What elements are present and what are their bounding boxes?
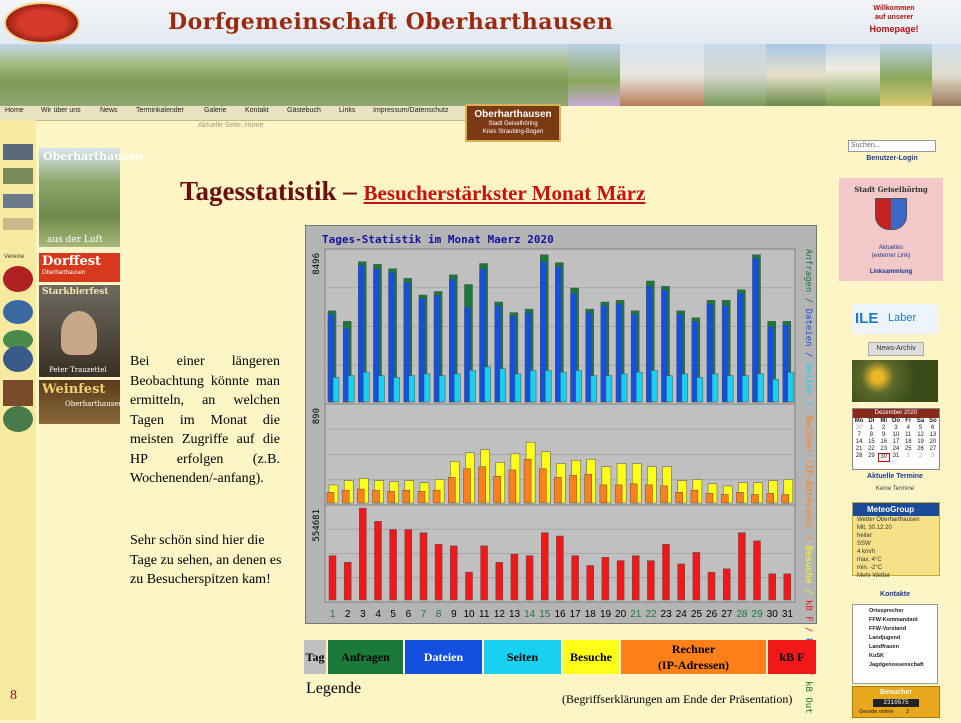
counter-online-value: 3 bbox=[905, 709, 909, 715]
calendar-day[interactable]: 30 bbox=[855, 425, 863, 431]
weather-widget[interactable] bbox=[852, 502, 940, 579]
page-title-main: Tagesstatistik – bbox=[180, 176, 364, 206]
bar-traffic-kbf-day-22 bbox=[647, 561, 654, 600]
bar-traffic-kbf-day-1 bbox=[329, 556, 336, 600]
x-tick-label: 28 bbox=[736, 609, 748, 620]
bar-requests-seiten-day-26 bbox=[712, 374, 718, 402]
calendar-weekday: Sa bbox=[916, 418, 925, 424]
verein-logo-1[interactable] bbox=[3, 266, 33, 292]
x-tick-label: 3 bbox=[360, 609, 366, 620]
calendar-weekday: So bbox=[929, 418, 937, 424]
flower-photo bbox=[852, 360, 938, 402]
bar-traffic-kbf-day-23 bbox=[663, 544, 670, 600]
aerial-subtitle: aus der Luft bbox=[47, 235, 103, 245]
panel-max-label: 890 bbox=[312, 408, 322, 425]
calendar-day[interactable]: 29 bbox=[868, 453, 875, 459]
user-login-link[interactable]: Benutzer-Login bbox=[866, 155, 918, 162]
bar-visits-rechneripadressen-day-14 bbox=[524, 459, 531, 503]
x-tick-label: 23 bbox=[660, 609, 672, 620]
bar-requests-seiten-day-24 bbox=[682, 374, 688, 402]
x-tick-label: 27 bbox=[721, 609, 733, 620]
bar-visits-rechneripadressen-day-27 bbox=[721, 495, 728, 504]
bar-traffic-kbf-day-25 bbox=[693, 552, 700, 600]
ile-laber-logo[interactable] bbox=[852, 304, 938, 334]
bar-requests-seiten-day-2 bbox=[348, 376, 354, 402]
calendar-day[interactable]: 13 bbox=[929, 432, 937, 438]
calendar-day[interactable]: 1 bbox=[869, 425, 874, 431]
bar-visits-rechneripadressen-day-4 bbox=[373, 490, 380, 503]
place-district: Kreis Straubing-Bogen bbox=[482, 129, 544, 135]
main-navigation bbox=[0, 106, 470, 121]
calendar-day[interactable]: 3 bbox=[931, 453, 935, 459]
calendar-day[interactable]: 20 bbox=[929, 439, 937, 445]
calendar-day[interactable]: 2 bbox=[918, 453, 923, 459]
bar-traffic-kbf-day-28 bbox=[738, 533, 745, 600]
bar-traffic-kbf-day-30 bbox=[769, 574, 776, 600]
x-tick-label: 20 bbox=[615, 609, 627, 620]
bar-requests-seiten-day-6 bbox=[409, 376, 415, 402]
bar-requests-seiten-day-21 bbox=[636, 372, 642, 402]
calendar-day[interactable]: 23 bbox=[880, 446, 888, 452]
bar-requests-seiten-day-5 bbox=[394, 377, 400, 402]
footnote: (Begriffserklärungen am Ende der Präsentation) bbox=[562, 692, 793, 706]
verein-logo-6[interactable] bbox=[3, 406, 33, 432]
counter-value: 2310575 bbox=[873, 699, 919, 707]
bar-traffic-kbf-day-21 bbox=[632, 556, 639, 600]
bar-traffic-kbf-day-31 bbox=[784, 574, 791, 600]
x-tick-label: 19 bbox=[599, 609, 612, 620]
legend-label-3: Seiten bbox=[506, 650, 539, 664]
bar-requests-seiten-day-4 bbox=[379, 376, 385, 402]
right-series-label: kB F / bbox=[803, 599, 813, 638]
x-tick-label: 25 bbox=[690, 609, 703, 620]
verein-logo-5[interactable] bbox=[3, 380, 33, 406]
nav-galerie[interactable]: Galerie bbox=[204, 107, 227, 114]
dorffest-banner[interactable] bbox=[39, 253, 120, 282]
calendar-day[interactable]: 15 bbox=[868, 439, 875, 445]
bar-traffic-kbf-day-3 bbox=[359, 508, 366, 600]
nav-kontakt[interactable]: Kontakt bbox=[245, 107, 269, 114]
counter-online bbox=[859, 709, 909, 715]
weather-details bbox=[853, 516, 939, 580]
bar-visits-rechneripadressen-day-20 bbox=[615, 485, 622, 503]
bar-traffic-kbf-day-29 bbox=[754, 541, 761, 600]
header-photo-7 bbox=[932, 44, 961, 106]
calendar-day[interactable]: 10 bbox=[892, 432, 900, 438]
weather-line: Mehr Wetter bbox=[857, 573, 890, 579]
description-paragraph-2: Sehr schön sind hier die Tage zu sehen, an denen es zu Besucherspitzen kam! bbox=[130, 533, 282, 587]
bar-visits-rechneripadressen-day-9 bbox=[448, 477, 455, 503]
site-title: Dorfgemeinschaft Oberharthausen bbox=[168, 9, 614, 35]
bar-requests-seiten-day-22 bbox=[651, 370, 657, 402]
chart-title: Tages-Statistik im Monat Maerz 2020 bbox=[322, 233, 554, 246]
weather-provider: MeteoGroup bbox=[853, 503, 939, 516]
calendar-day[interactable]: 19 bbox=[917, 439, 924, 445]
link-collection-link[interactable]: Linksammlung bbox=[869, 269, 913, 275]
bar-requests-seiten-day-18 bbox=[591, 376, 597, 402]
news-archive-button[interactable]: News-Archiv bbox=[868, 342, 924, 356]
bar-traffic-kbf-day-9 bbox=[450, 546, 457, 600]
bar-visits-rechneripadressen-day-22 bbox=[645, 485, 652, 503]
bar-traffic-kbf-day-11 bbox=[481, 546, 488, 600]
welcome-homepage: Homepage! bbox=[869, 24, 919, 34]
legend-label-6: kB F bbox=[779, 650, 805, 664]
bar-visits-rechneripadressen-day-3 bbox=[357, 489, 364, 503]
bar-traffic-kbf-day-8 bbox=[435, 544, 442, 600]
bar-visits-rechneripadressen-day-19 bbox=[600, 485, 607, 503]
contacts-list bbox=[852, 604, 938, 684]
bar-requests-seiten-day-27 bbox=[727, 376, 733, 402]
x-tick-label: 14 bbox=[524, 609, 536, 620]
x-tick-label: 30 bbox=[766, 609, 778, 620]
x-tick-label: 2 bbox=[344, 609, 351, 620]
weather-line: SSW bbox=[857, 541, 871, 547]
contacts-title: Kontakte bbox=[880, 591, 910, 598]
bar-traffic-kbf-day-12 bbox=[496, 562, 503, 600]
bar-requests-seiten-day-14 bbox=[530, 370, 536, 402]
counter-online-label: Gerade online bbox=[859, 709, 894, 715]
legend-label: Legende bbox=[306, 680, 362, 697]
bar-requests-seiten-day-28 bbox=[742, 376, 748, 402]
weather-line: max. 4°C bbox=[857, 557, 882, 563]
calendar-day[interactable]: 16 bbox=[880, 439, 888, 445]
weather-line: min. -2°C bbox=[857, 565, 883, 571]
header-photo-3 bbox=[704, 44, 766, 106]
city-crest-icon[interactable] bbox=[875, 198, 907, 230]
ile-logo-text: ILE bbox=[855, 310, 879, 327]
calendar-day[interactable]: 3 bbox=[894, 425, 898, 431]
calendar-day[interactable]: 9 bbox=[882, 432, 886, 438]
events-empty: Keine Termine bbox=[875, 486, 915, 492]
x-tick-label: 11 bbox=[479, 609, 490, 620]
x-tick-label: 21 bbox=[630, 609, 642, 620]
bar-visits-rechneripadressen-day-31 bbox=[782, 495, 789, 504]
x-tick-label: 29 bbox=[751, 609, 763, 620]
bar-traffic-kbf-day-26 bbox=[708, 572, 715, 600]
contact-item[interactable]: Ortssprecher bbox=[869, 608, 904, 614]
starkbierfest-banner[interactable] bbox=[39, 285, 120, 377]
x-tick-label: 9 bbox=[451, 609, 457, 620]
calendar-weekday: Mo bbox=[854, 418, 864, 424]
right-series-label: Anfragen / bbox=[803, 249, 813, 309]
weather-line: Wetter Oberharthausen bbox=[857, 517, 920, 523]
calendar-day[interactable]: 1 bbox=[906, 453, 910, 459]
panorama-photo bbox=[0, 44, 568, 106]
bar-traffic-kbf-day-5 bbox=[390, 530, 397, 601]
legend-label-4: Besuche bbox=[570, 650, 612, 664]
search-input[interactable]: Suchen... bbox=[848, 140, 936, 152]
bar-traffic-kbf-day-10 bbox=[466, 572, 473, 600]
place-name: Oberharthausen bbox=[474, 109, 552, 120]
nav-links[interactable]: Links bbox=[339, 107, 356, 114]
preacher-photo bbox=[61, 311, 97, 355]
aerial-title: Oberharthausen bbox=[43, 150, 144, 163]
welcome-text bbox=[846, 4, 942, 22]
x-tick-label: 6 bbox=[405, 609, 412, 620]
breadcrumb: Aktuelle Seite: Home bbox=[198, 122, 264, 129]
bar-traffic-kbf-day-20 bbox=[617, 561, 624, 600]
page-title bbox=[180, 176, 645, 207]
x-tick-label: 16 bbox=[554, 609, 566, 620]
bar-traffic-kbf-day-15 bbox=[541, 533, 548, 600]
calendar-grid bbox=[853, 418, 939, 462]
x-tick-label: 5 bbox=[390, 609, 396, 620]
weinfest-subtitle: Oberharthausen bbox=[65, 400, 123, 408]
calendar-day[interactable]: 5 bbox=[918, 425, 923, 431]
bar-requests-seiten-day-17 bbox=[576, 370, 582, 402]
bar-visits-rechneripadressen-day-21 bbox=[630, 484, 637, 503]
calendar-day[interactable]: 17 bbox=[892, 439, 900, 445]
bar-visits-rechneripadressen-day-28 bbox=[736, 492, 743, 503]
calendar-day[interactable]: 21 bbox=[855, 446, 863, 452]
bar-visits-rechneripadressen-day-29 bbox=[752, 495, 759, 504]
calendar-day[interactable]: 31 bbox=[892, 453, 900, 459]
bar-visits-rechneripadressen-day-25 bbox=[691, 490, 698, 503]
nav-terminkalender[interactable]: Terminkalender bbox=[136, 107, 184, 114]
header-photo-2 bbox=[620, 44, 704, 106]
right-series-label: Dateien / bbox=[803, 308, 813, 363]
weinfest-title: Weinfest bbox=[42, 382, 106, 397]
calendar-day[interactable]: 26 bbox=[917, 446, 924, 452]
bar-traffic-kbf-day-2 bbox=[344, 562, 351, 600]
sidebar-thumb-1[interactable] bbox=[3, 144, 33, 160]
right-series-label: Besuche / bbox=[803, 545, 813, 600]
contact-item[interactable]: Jagdgenossenschaft bbox=[869, 662, 924, 668]
calendar-day[interactable]: 6 bbox=[931, 425, 935, 431]
x-tick-label: 18 bbox=[584, 609, 596, 620]
bar-visits-rechneripadressen-day-15 bbox=[539, 469, 546, 503]
x-tick-label: 4 bbox=[375, 609, 381, 620]
legend-label-5: Rechner bbox=[671, 642, 716, 656]
panel-max-label: 8496 bbox=[312, 253, 322, 275]
contact-item[interactable]: Landjugend bbox=[869, 635, 901, 641]
bar-requests-seiten-day-12 bbox=[500, 369, 506, 402]
calendar-day[interactable]: 22 bbox=[868, 446, 875, 452]
right-series-label: Seiten / bbox=[803, 362, 813, 412]
x-tick-label: 8 bbox=[435, 609, 442, 620]
city-info-box bbox=[839, 178, 943, 281]
calendar-day[interactable]: 14 bbox=[855, 439, 863, 445]
header-photo-6 bbox=[880, 44, 932, 106]
weather-line: heiter bbox=[857, 533, 873, 539]
nav-gaestebuch[interactable]: Gästebuch bbox=[287, 107, 321, 114]
bar-traffic-kbf-day-19 bbox=[602, 557, 609, 600]
laber-logo-text: Laber bbox=[888, 312, 917, 324]
bar-visits-rechneripadressen-day-17 bbox=[570, 475, 577, 503]
verein-logo-2[interactable] bbox=[3, 300, 33, 324]
bar-requests-seiten-day-9 bbox=[454, 374, 460, 402]
bar-traffic-kbf-day-18 bbox=[587, 566, 594, 601]
x-tick-label: 26 bbox=[706, 609, 718, 620]
page-title-highlight: Besucherstärkster Monat März bbox=[363, 181, 646, 205]
header-photo-1 bbox=[568, 44, 620, 106]
bar-requests-seiten-day-20 bbox=[621, 374, 627, 402]
bar-requests-seiten-day-3 bbox=[363, 372, 369, 402]
x-tick-label: 17 bbox=[569, 609, 581, 620]
calendar-day[interactable]: 25 bbox=[904, 446, 912, 452]
bar-requests-seiten-day-7 bbox=[424, 374, 430, 402]
vereine-label: Vereine bbox=[4, 254, 25, 260]
city-news-link[interactable] bbox=[839, 244, 943, 260]
bar-visits-rechneripadressen-day-24 bbox=[676, 492, 683, 503]
bar-visits-rechneripadressen-day-8 bbox=[433, 490, 440, 503]
calendar-day[interactable]: 18 bbox=[904, 439, 912, 445]
x-tick-label: 13 bbox=[508, 609, 521, 620]
bar-visits-rechneripadressen-day-11 bbox=[479, 467, 486, 503]
city-title: Stadt Geiselhöring bbox=[854, 185, 928, 194]
verein-logo-4[interactable] bbox=[3, 346, 33, 372]
bar-traffic-kbf-day-6 bbox=[405, 530, 412, 601]
bar-requests-seiten-day-8 bbox=[439, 376, 445, 402]
chart-legend bbox=[304, 640, 810, 674]
weather-line: 4 km/h bbox=[857, 549, 876, 555]
bar-requests-seiten-day-29 bbox=[758, 374, 764, 402]
calendar-day[interactable]: 27 bbox=[929, 446, 937, 452]
sidebar-thumb-3[interactable] bbox=[3, 194, 33, 208]
x-tick-label: 10 bbox=[463, 609, 475, 620]
weather-line: Mit, 30.12.20 bbox=[857, 525, 892, 531]
bar-visits-rechneripadressen-day-16 bbox=[554, 477, 561, 503]
bar-requests-seiten-day-25 bbox=[697, 377, 703, 402]
bar-visits-rechneripadressen-day-1 bbox=[327, 492, 334, 503]
contact-item[interactable]: Landfrauen bbox=[869, 644, 899, 650]
right-series-label: Rechner (IP-Adressen) / bbox=[803, 415, 813, 546]
nav-impressum[interactable]: Impressum/Datenschutz bbox=[373, 107, 449, 114]
calendar-day[interactable]: 28 bbox=[855, 453, 863, 459]
welcome-line1: Willkommen bbox=[873, 5, 915, 12]
place-badge bbox=[465, 104, 561, 142]
contact-item[interactable]: FFW-Vorstand bbox=[869, 626, 907, 632]
bar-visits-rechneripadressen-day-18 bbox=[585, 474, 592, 503]
city-news-external: (externer Link) bbox=[871, 253, 911, 259]
legend-label-5-sub: (IP-Adressen) bbox=[657, 658, 730, 672]
x-tick-label: 22 bbox=[645, 609, 657, 620]
bar-traffic-kbf-day-17 bbox=[572, 556, 579, 600]
counter-title: Besucher bbox=[880, 689, 912, 696]
bar-requests-seiten-day-31 bbox=[788, 372, 794, 402]
legend-label-0: Tag bbox=[305, 650, 325, 664]
dorffest-title: Dorffest bbox=[42, 254, 102, 269]
x-tick-label: 15 bbox=[539, 609, 551, 620]
x-tick-label: 24 bbox=[675, 609, 687, 620]
x-tick-label: 31 bbox=[781, 609, 793, 620]
x-tick-label: 1 bbox=[329, 609, 336, 620]
bar-traffic-kbf-day-14 bbox=[526, 556, 533, 600]
bar-requests-seiten-day-30 bbox=[773, 379, 779, 402]
bar-requests-seiten-day-15 bbox=[545, 370, 551, 402]
sidebar-thumb-4[interactable] bbox=[3, 218, 33, 230]
sidebar-thumb-2[interactable] bbox=[3, 168, 33, 184]
contact-item[interactable]: FFW-Kommandant bbox=[869, 617, 918, 623]
bar-visits-rechneripadressen-day-13 bbox=[509, 470, 516, 503]
welcome-line2: auf unserer bbox=[874, 14, 914, 21]
contact-item[interactable]: KuSK bbox=[869, 653, 884, 659]
calendar-day[interactable]: 4 bbox=[906, 425, 910, 431]
city-news-label: Aktuelles bbox=[878, 245, 904, 251]
bar-visits-rechneripadressen-day-2 bbox=[342, 490, 349, 503]
bar-visits-rechneripadressen-day-23 bbox=[661, 486, 668, 503]
bar-visits-rechneripadressen-day-6 bbox=[403, 490, 410, 503]
bar-traffic-kbf-day-27 bbox=[723, 569, 730, 600]
bar-traffic-kbf-day-24 bbox=[678, 564, 685, 600]
bar-traffic-kbf-day-4 bbox=[375, 521, 382, 600]
calendar-weekday: Di bbox=[868, 418, 875, 424]
starkbierfest-title: Starkbierfest bbox=[42, 287, 109, 297]
nav-home[interactable]: Home bbox=[5, 107, 24, 114]
calendar-month: Dezember 2020 bbox=[853, 409, 939, 418]
x-tick-label: 12 bbox=[493, 609, 505, 620]
calendar-day[interactable]: 30 bbox=[878, 453, 890, 462]
bar-visits-rechneripadressen-day-5 bbox=[388, 491, 395, 503]
bar-visits-rechneripadressen-day-7 bbox=[418, 491, 425, 503]
nav-news[interactable]: News bbox=[100, 107, 118, 114]
bar-traffic-kbf-day-13 bbox=[511, 554, 518, 600]
calendar-day[interactable]: 24 bbox=[892, 446, 900, 452]
page-number: 8 bbox=[10, 688, 17, 703]
calendar-day[interactable]: 7 bbox=[857, 432, 861, 438]
right-series-label: kB Out bbox=[803, 681, 813, 714]
visitor-counter bbox=[852, 686, 940, 718]
header-photo-4 bbox=[766, 44, 826, 106]
village-logo[interactable] bbox=[4, 2, 80, 44]
events-title: Aktuelle Termine bbox=[867, 473, 923, 480]
calendar-weekday: Mi bbox=[880, 418, 888, 424]
calendar-widget bbox=[852, 408, 940, 470]
weinfest-banner[interactable] bbox=[39, 380, 123, 424]
bar-requests-seiten-day-23 bbox=[667, 376, 673, 402]
bar-visits-rechneripadressen-day-30 bbox=[767, 493, 774, 503]
bar-visits-rechneripadressen-day-10 bbox=[464, 469, 471, 503]
x-tick-label: 7 bbox=[420, 609, 427, 620]
panel-max-label: 554681 bbox=[312, 509, 322, 542]
calendar-day[interactable]: 2 bbox=[882, 425, 886, 431]
header-photo-5 bbox=[826, 44, 880, 106]
place-municipality: Stadt Geiselhöring bbox=[488, 121, 538, 127]
calendar-day[interactable]: 8 bbox=[869, 432, 874, 438]
bar-traffic-kbf-day-16 bbox=[556, 536, 563, 600]
bar-requests-seiten-day-16 bbox=[560, 372, 566, 402]
calendar-day[interactable]: 11 bbox=[905, 432, 912, 438]
dorffest-subtitle: Oberharthausen bbox=[42, 270, 86, 276]
bar-requests-seiten-day-19 bbox=[606, 376, 612, 402]
calendar-weekday: Fr bbox=[905, 418, 912, 424]
bar-visits-rechneripadressen-day-12 bbox=[494, 476, 501, 503]
bar-requests-seiten-day-11 bbox=[485, 367, 491, 402]
bar-traffic-kbf-day-7 bbox=[420, 533, 427, 600]
legend-label-2: Dateien bbox=[423, 650, 464, 664]
legend-label-1: Anfragen bbox=[341, 650, 390, 664]
calendar-weekday: Do bbox=[891, 418, 900, 424]
aerial-photo-link[interactable] bbox=[39, 148, 144, 247]
bar-visits-rechneripadressen-day-26 bbox=[706, 493, 713, 503]
starkbierfest-preacher: Peter Trauzettel bbox=[49, 366, 107, 374]
calendar-day[interactable]: 12 bbox=[917, 432, 924, 438]
description-paragraph-1: Bei einer längeren Beobachtung könnte man ermitteln, an welchen Tagen im Monat die meisten Zugriffe auf die HP erfolgen (z.B. Wochenenden/-anfang). bbox=[130, 354, 280, 486]
left-sidebar bbox=[0, 120, 36, 720]
bar-requests-seiten-day-13 bbox=[515, 374, 521, 402]
nav-wir-ueber-uns[interactable]: Wir über uns bbox=[41, 107, 81, 114]
bar-requests-seiten-day-10 bbox=[470, 370, 476, 402]
bar-requests-seiten-day-1 bbox=[333, 377, 339, 402]
